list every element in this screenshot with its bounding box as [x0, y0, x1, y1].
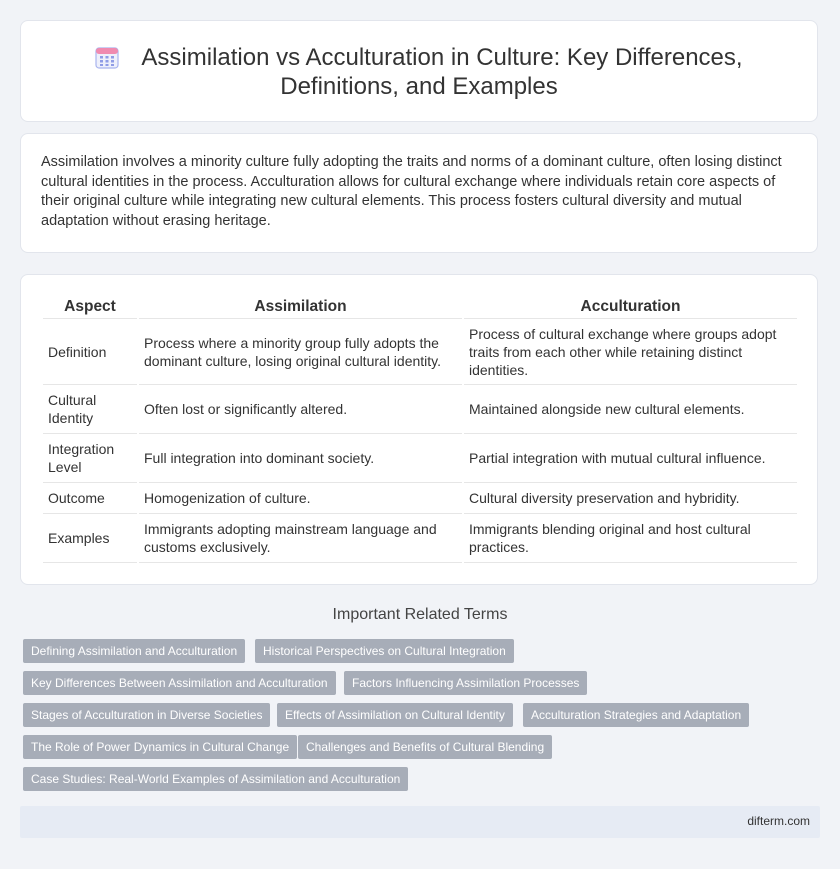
tag-link[interactable]: Stages of Acculturation in Diverse Societies	[23, 703, 270, 727]
cell-aspect: Cultural Identity	[43, 385, 137, 434]
intro-card	[20, 133, 818, 253]
cell-acculturation: Maintained alongside new cultural elements.	[464, 385, 797, 434]
header-assimilation: Assimilation	[139, 296, 462, 319]
tag-link[interactable]: Factors Influencing Assimilation Processes	[344, 671, 587, 695]
tag-link[interactable]: Acculturation Strategies and Adaptation	[523, 703, 749, 727]
cell-aspect: Examples	[43, 514, 137, 563]
footer-bar	[20, 806, 820, 838]
table-row	[43, 514, 797, 563]
tag-link[interactable]: The Role of Power Dynamics in Cultural Change	[23, 735, 297, 759]
cell-acculturation: Process of cultural exchange where groups adopt traits from each other while retaining distinct identities.	[464, 319, 797, 385]
tag-link[interactable]: Challenges and Benefits of Cultural Blending	[298, 735, 552, 759]
table-row	[43, 319, 797, 385]
cell-assimilation: Often lost or significantly altered.	[139, 385, 462, 434]
tag-link[interactable]: Defining Assimilation and Acculturation	[23, 639, 245, 663]
calendar-icon	[95, 45, 119, 69]
cell-aspect: Integration Level	[43, 434, 137, 483]
comparison-table	[41, 296, 799, 563]
table-row	[43, 483, 797, 514]
related-terms-title: Important Related Terms	[332, 606, 508, 623]
cell-acculturation: Immigrants blending original and host cultural practices.	[464, 514, 797, 563]
table-header-row	[43, 296, 797, 319]
cell-aspect: Outcome	[43, 483, 137, 514]
header-aspect: Aspect	[43, 296, 137, 319]
page-title-line1: Assimilation vs Acculturation in Culture: Key Differences,	[141, 44, 743, 71]
tag-link[interactable]: Case Studies: Real-World Examples of Assimilation and Acculturation	[23, 767, 408, 791]
table-row	[43, 385, 797, 434]
cell-assimilation: Full integration into dominant society.	[139, 434, 462, 483]
tag-link[interactable]: Effects of Assimilation on Cultural Identity	[277, 703, 513, 727]
header-acculturation: Acculturation	[464, 296, 797, 319]
table-row	[43, 434, 797, 483]
intro-text: Assimilation involves a minority culture fully adopting the traits and norms of a dominant culture, often losing distinct cultural identities in the process. Acculturation allows for cultural exchange where individuals retain core aspects of their original culture while integrating new cultural elements. This process fosters cultural diversity and mutual adaptation without erasing heritage.	[41, 154, 782, 229]
cell-assimilation: Homogenization of culture.	[139, 483, 462, 514]
tag-link[interactable]: Key Differences Between Assimilation and Acculturation	[23, 671, 336, 695]
title-card	[20, 20, 818, 122]
cell-acculturation: Partial integration with mutual cultural influence.	[464, 434, 797, 483]
cell-assimilation: Immigrants adopting mainstream language and customs exclusively.	[139, 514, 462, 563]
page-title-line2: Definitions, and Examples	[280, 73, 558, 100]
cell-acculturation: Cultural diversity preservation and hybridity.	[464, 483, 797, 514]
footer-site[interactable]: difterm.com	[747, 814, 810, 828]
cell-assimilation: Process where a minority group fully adopts the dominant culture, losing original cultural identity.	[139, 319, 462, 385]
cell-aspect: Definition	[43, 319, 137, 385]
tag-link[interactable]: Historical Perspectives on Cultural Integration	[255, 639, 514, 663]
comparison-table-card	[20, 274, 818, 585]
